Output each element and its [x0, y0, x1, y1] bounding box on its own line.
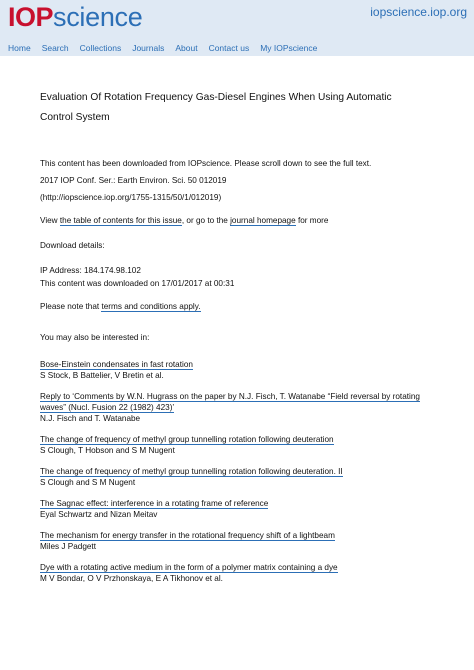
nav-home[interactable]: Home: [8, 43, 31, 53]
view-prefix: View: [40, 216, 60, 225]
related-article-link[interactable]: The Sagnac effect: interference in a rotating frame of reference: [40, 499, 269, 508]
also-interested-label: You may also be interested in:: [40, 333, 150, 342]
note-prefix: Please note that: [40, 302, 102, 311]
related-articles-list: [40, 359, 440, 584]
related-article-link[interactable]: Reply to ‘Comments by W.N. Hugrass on the paper by N.J. Fisch, T. Watanabe “Field reversal by rotating waves” (Nucl. Fusion 22 (1982) 423)’: [40, 392, 420, 412]
list-item: [40, 562, 440, 584]
terms-note: [40, 301, 440, 312]
list-item: [40, 434, 440, 456]
nav-journals[interactable]: Journals: [132, 43, 165, 53]
downloaded-notice: This content has been downloaded from IOPscience. Please scroll down to see the full text.: [40, 159, 372, 168]
cover-page-content: [40, 88, 440, 594]
terms-link[interactable]: terms and conditions apply.: [101, 302, 201, 311]
list-item: [40, 466, 440, 488]
doi-url: (http://iopscience.iop.org/1755-1315/50/1/012019): [40, 193, 222, 202]
view-suffix: for more: [295, 216, 329, 225]
list-item: [40, 391, 440, 424]
related-article-authors: N.J. Fisch and T. Watanabe: [40, 414, 141, 423]
related-article-link[interactable]: Dye with a rotating active medium in the form of a polymer matrix containing a dye: [40, 563, 338, 572]
iopscience-logo[interactable]: [8, 2, 142, 32]
related-article-link[interactable]: The change of frequency of methyl group tunnelling rotation following deuteration. II: [40, 467, 343, 476]
nav-my-iopscience[interactable]: My IOPscience: [260, 43, 318, 53]
logo-iop-text: IOP: [8, 2, 54, 32]
logo-science-text: science: [53, 2, 143, 32]
toc-link[interactable]: the table of contents for this issue: [59, 216, 182, 225]
main-nav: [0, 40, 320, 56]
list-item: [40, 359, 440, 381]
list-item: [40, 530, 440, 552]
related-article-link[interactable]: The change of frequency of methyl group tunnelling rotation following deuteration: [40, 435, 334, 444]
related-article-authors: S Stock, B Battelier, V Bretin et al.: [40, 371, 164, 380]
ip-address: IP Address: 184.174.98.102: [40, 266, 141, 275]
related-article-link[interactable]: The mechanism for energy transfer in the rotational frequency shift of a lightbeam: [40, 531, 335, 540]
nav-search[interactable]: Search: [41, 43, 69, 53]
article-title: Evaluation Of Rotation Frequency Gas-Diesel Engines When Using Automatic Control System: [40, 92, 392, 123]
journal-homepage-link[interactable]: journal homepage: [230, 216, 296, 225]
site-url[interactable]: iopscience.iop.org: [370, 5, 467, 19]
citation: 2017 IOP Conf. Ser.: Earth Environ. Sci. 50 012019: [40, 176, 227, 185]
download-details-label: Download details:: [40, 241, 105, 250]
view-contents-line: [40, 215, 440, 226]
related-article-authors: Miles J Padgett: [40, 542, 96, 551]
nav-collections[interactable]: Collections: [79, 43, 122, 53]
related-article-authors: S Clough, T Hobson and S M Nugent: [40, 446, 175, 455]
download-date: This content was downloaded on 17/01/2017 at 00:31: [40, 279, 235, 288]
related-article-authors: S Clough and S M Nugent: [40, 478, 136, 487]
view-mid: , or go to the: [181, 216, 231, 225]
related-article-authors: M V Bondar, O V Przhonskaya, E A Tikhonov et al.: [40, 574, 223, 583]
list-item: [40, 498, 440, 520]
nav-about[interactable]: About: [175, 43, 198, 53]
nav-contact-us[interactable]: Contact us: [208, 43, 250, 53]
site-header: [0, 0, 474, 56]
related-article-authors: Eyal Schwartz and Nizan Meitav: [40, 510, 158, 519]
related-article-link[interactable]: Bose-Einstein condensates in fast rotation: [40, 360, 193, 369]
